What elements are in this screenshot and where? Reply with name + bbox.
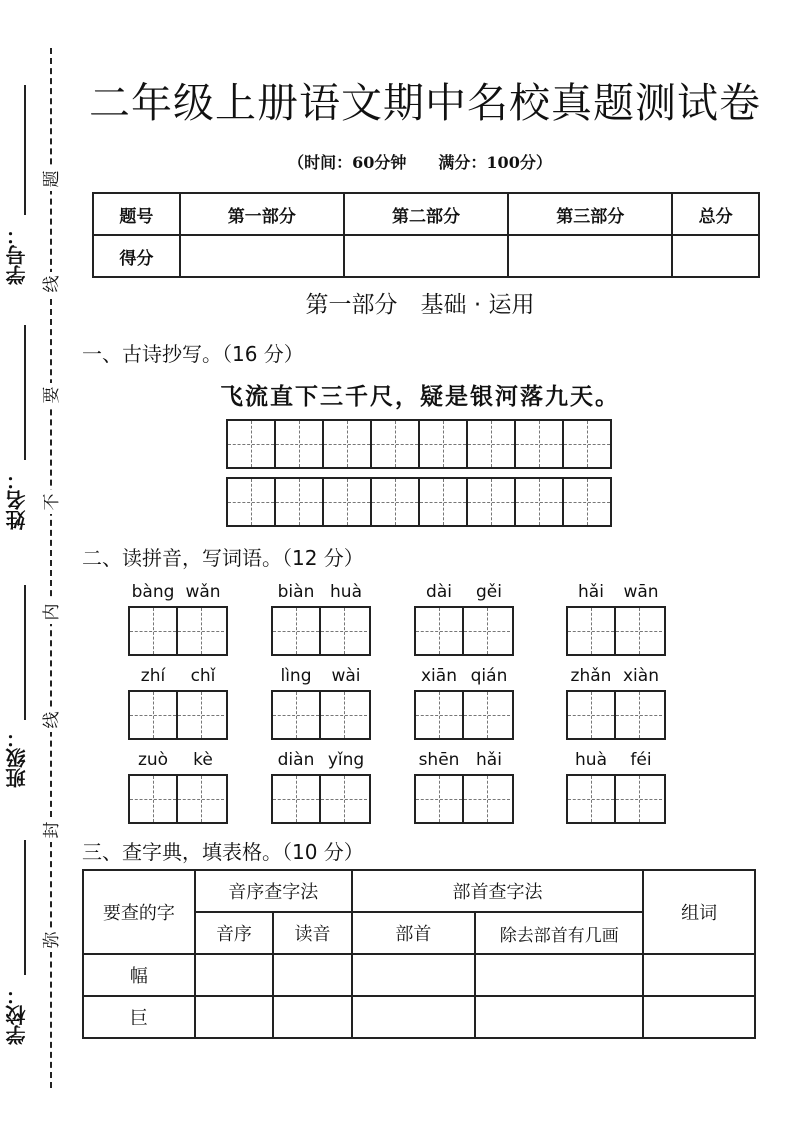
seal-char: 线 [40,708,64,732]
pinyin-syllable: zuò [137,750,169,770]
score-header: 第一部分 [180,193,344,235]
pinyin-item [566,750,666,824]
answer-cell[interactable] [643,996,755,1038]
school-underline [24,840,26,975]
pinyin-syllable: lìng [280,666,312,686]
score-header: 题号 [93,193,180,235]
pinyin-item [566,582,666,656]
writing-cell[interactable] [130,776,178,822]
seal-char: 封 [40,818,64,842]
part-one-title: 第一部分 基础 · 运用 [305,292,535,318]
sub-header-radical: 部首 [352,912,475,954]
writing-cell[interactable] [568,692,616,738]
score-cell[interactable] [344,235,508,277]
name-underline [24,325,26,460]
class-label: 班级： [5,728,29,788]
col-header-character: 要查的字 [83,870,195,954]
score-header: 第二部分 [344,193,508,235]
writing-cell[interactable] [416,776,464,822]
writing-cell[interactable] [276,421,324,467]
score-row-label: 得分 [93,235,180,277]
school-label: 学校： [5,985,29,1045]
pinyin-syllable: wān [623,582,659,602]
section-poem-copy: 一、古诗抄写。（16 分） [82,342,304,366]
pinyin-item [128,750,228,824]
writing-cell[interactable] [276,479,324,525]
writing-cell[interactable] [130,692,178,738]
writing-cell[interactable] [464,692,510,738]
pinyin-syllable: bàng [131,582,175,602]
writing-cell[interactable] [273,776,321,822]
writing-cell[interactable] [420,421,468,467]
lookup-char: 巨 [83,996,195,1038]
sub-header-strokes: 除去部首有几画 [475,912,643,954]
writing-cell[interactable] [178,608,224,654]
section-dictionary: 三、查字典，填表格。（10 分） [82,840,364,864]
writing-cell[interactable] [372,479,420,525]
writing-cell[interactable] [464,608,510,654]
pinyin-syllable: kè [193,750,213,770]
writing-cell[interactable] [416,692,464,738]
score-header: 第三部分 [508,193,672,235]
writing-cell[interactable] [273,608,321,654]
lookup-char: 幅 [83,954,195,996]
pinyin-item [128,666,228,740]
pinyin-item [414,582,514,656]
group-header-radical: 部首查字法 [352,870,644,912]
answer-cell[interactable] [475,996,643,1038]
poem-text: 飞流直下三千尺，疑是银河落九天。 [220,384,620,410]
pinyin-syllable: gěi [476,582,502,602]
pinyin-item [566,666,666,740]
writing-grid-row-2[interactable] [226,477,612,527]
page-title: 二年级上册语文期中名校真题测试卷 [89,79,761,127]
dictionary-table [82,869,756,1039]
pinyin-item [128,582,228,656]
pinyin-syllable: chǐ [190,666,216,686]
writing-cell[interactable] [321,776,367,822]
col-header-words: 组词 [643,870,755,954]
seal-char: 弥 [40,928,64,952]
sub-header-reading: 读音 [273,912,352,954]
pinyin-syllable: qián [470,666,508,686]
pinyin-syllable: dài [426,582,452,602]
writing-cell[interactable] [468,421,516,467]
pinyin-item [271,750,371,824]
pinyin-syllable: hǎi [476,750,502,770]
group-header-phonetic: 音序查字法 [195,870,352,912]
answer-cell[interactable] [352,996,475,1038]
pinyin-syllable: diàn [277,750,315,770]
pinyin-syllable: yǐng [327,750,365,770]
writing-cell[interactable] [616,776,662,822]
score-cell[interactable] [508,235,672,277]
writing-cell[interactable] [420,479,468,525]
writing-cell[interactable] [464,776,510,822]
pinyin-item [271,666,371,740]
writing-cell[interactable] [178,692,224,738]
answer-cell[interactable] [273,954,352,996]
pinyin-syllable: shēn [418,750,460,770]
writing-cell[interactable] [321,608,367,654]
student-id-underline [24,85,26,215]
writing-cell[interactable] [616,608,662,654]
writing-cell[interactable] [516,421,564,467]
writing-cell[interactable] [130,608,178,654]
pinyin-syllable: zhí [140,666,166,686]
writing-cell[interactable] [616,692,662,738]
pinyin-syllable: hǎi [578,582,604,602]
score-header: 总分 [672,193,759,235]
seal-char: 要 [40,383,64,407]
writing-cell[interactable] [273,692,321,738]
pinyin-syllable: wài [331,666,361,686]
student-id-label: 学号： [5,225,29,285]
seal-char: 线 [40,272,64,296]
answer-cell[interactable] [273,996,352,1038]
pinyin-item [271,582,371,656]
score-table [92,192,760,278]
pinyin-syllable: huà [575,750,607,770]
writing-grid-row-1[interactable] [226,419,612,469]
writing-cell[interactable] [228,479,276,525]
answer-cell[interactable] [352,954,475,996]
pinyin-syllable: féi [630,750,652,770]
pinyin-syllable: biàn [277,582,315,602]
writing-cell[interactable] [178,776,224,822]
seal-char: 不 [40,490,64,514]
writing-cell[interactable] [568,776,616,822]
seal-char: 内 [40,600,64,624]
pinyin-item [414,666,514,740]
pinyin-syllable: xiàn [623,666,659,686]
pinyin-syllable: wǎn [185,582,221,602]
writing-cell[interactable] [564,479,610,525]
sub-header-order: 音序 [195,912,274,954]
answer-cell[interactable] [195,996,274,1038]
pinyin-syllable: zhǎn [570,666,612,686]
pinyin-syllable: huà [330,582,362,602]
section-pinyin: 二、读拼音，写词语。（12 分） [82,546,364,570]
exam-info: （时间：60分钟 满分：100分） [288,153,552,172]
writing-cell[interactable] [372,421,420,467]
answer-cell[interactable] [475,954,643,996]
class-underline [24,585,26,720]
writing-cell[interactable] [321,692,367,738]
answer-cell[interactable] [195,954,274,996]
writing-cell[interactable] [564,421,610,467]
score-cell[interactable] [180,235,344,277]
score-cell[interactable] [672,235,759,277]
name-label: 姓名： [5,470,29,530]
pinyin-item [414,750,514,824]
pinyin-syllable: xiān [421,666,457,686]
answer-cell[interactable] [643,954,755,996]
writing-cell[interactable] [324,421,372,467]
writing-cell[interactable] [228,421,276,467]
writing-cell[interactable] [516,479,564,525]
writing-cell[interactable] [568,608,616,654]
writing-cell[interactable] [324,479,372,525]
seal-char: 题 [40,167,64,191]
writing-cell[interactable] [468,479,516,525]
writing-cell[interactable] [416,608,464,654]
